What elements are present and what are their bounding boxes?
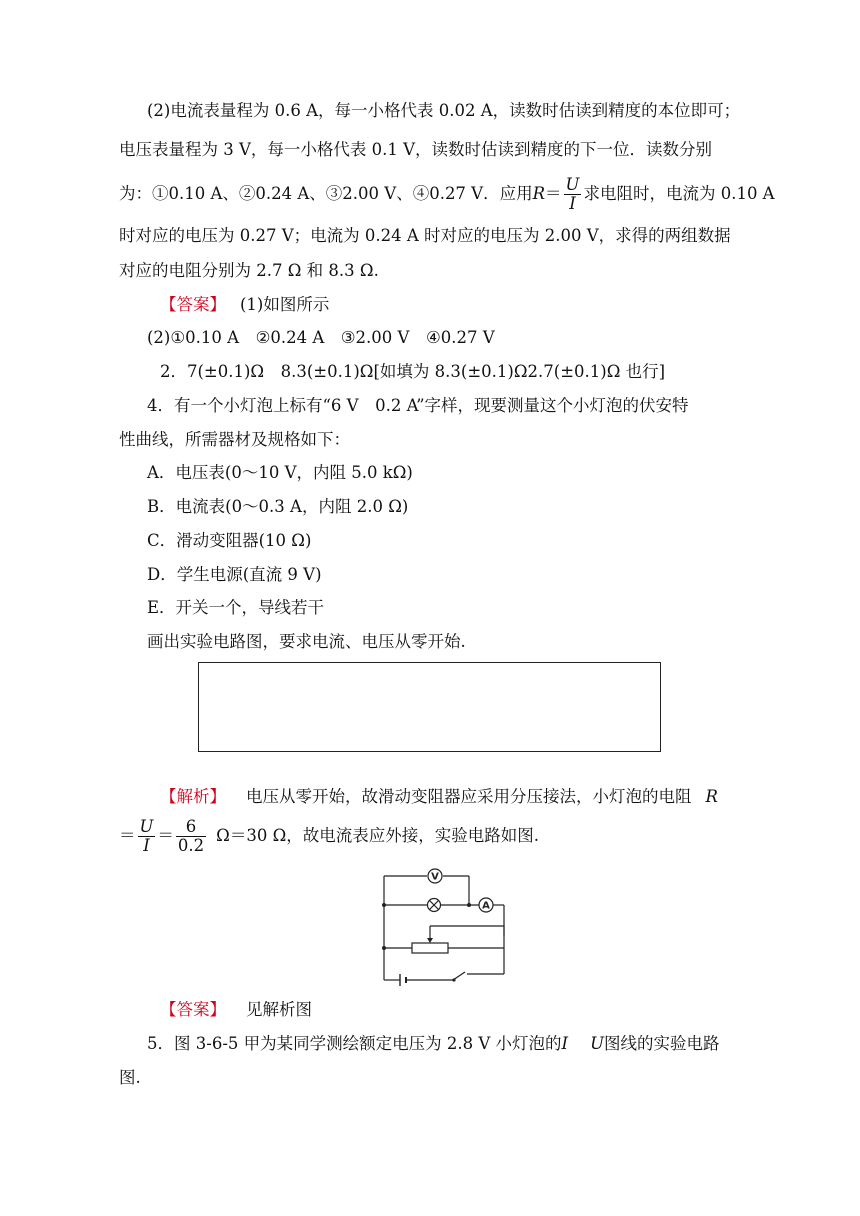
ammeter-label: A (482, 900, 490, 912)
equals-sign-3: ＝ (157, 826, 174, 845)
voltmeter-label: V (431, 871, 439, 883)
question-4-line-1: 4．有一个小灯泡上标有“6 V 0.2 A”字样，现要测量这个小灯泡的伏安特 (147, 396, 689, 415)
answer-tag-2: 【答案】 (160, 1000, 226, 1019)
fraction-6: 6 (176, 819, 206, 838)
solution-line-4: 时对应的电压为 0.27 V；电流为 0.24 A 时对应的电压为 2.00 V，求得的两组数据 (119, 226, 731, 245)
answer-tag: 【答案】 (160, 295, 226, 314)
answer-line-2: (2)①0.10 A ②0.24 A ③2.00 V ④0.27 V (147, 328, 495, 347)
solution-line-1: (2)电流表量程为 0.6 A，每一小格代表 0.02 A，读数时估读到精度的本位即可； (147, 101, 741, 120)
fraction-denominator: I (569, 194, 576, 213)
equipment-b: B．电流表(0～0.3 A，内阻 2.0 Ω) (147, 497, 409, 516)
fraction-u-over-i (138, 816, 156, 855)
fraction-6-over-0.2 (176, 816, 206, 855)
resistance-symbol-2: R (705, 787, 718, 806)
equipment-c: C．滑动变阻器(10 Ω) (147, 531, 312, 550)
voltage-symbol: U (590, 1034, 604, 1053)
solution-line-3 (119, 172, 775, 216)
equipment-d: D．学生电源(直流 9 V) (147, 565, 322, 584)
switch-pivot (452, 978, 455, 981)
analysis-line-2 (119, 814, 539, 858)
question-5-line-1 (147, 1033, 719, 1055)
equipment-a: A．电压表(0～10 V，内阻 5.0 kΩ) (147, 463, 413, 482)
rheostat (412, 943, 448, 953)
junction-dot-3 (382, 946, 386, 950)
equipment-e: E．开关一个，导线若干 (147, 598, 325, 617)
fraction-numerator: U (565, 174, 580, 194)
slider-arrow (427, 938, 433, 943)
question-4-task: 画出实验电路图，要求电流、电压从零开始. (147, 632, 466, 651)
analysis-text-1: 电压从零开始，故滑动变阻器应采用分压接法，小灯泡的电阻 (246, 787, 692, 806)
analysis-tag: 【解析】 (160, 787, 226, 806)
question-5-text: 5．图 3-6-5 甲为某同学测绘额定电压为 2.8 V 小灯泡的 (147, 1034, 562, 1053)
current-symbol: I (561, 1034, 569, 1053)
analysis-line-1 (160, 786, 718, 808)
answer-text-2: 见解析图 (246, 1000, 312, 1019)
circuit-diagram (375, 868, 515, 988)
question-5-line-2: 图. (119, 1068, 141, 1087)
junction-dot-1 (382, 903, 386, 907)
ohm-law-fraction (564, 174, 582, 213)
answer-block-1 (160, 294, 329, 316)
equals-sign: ＝ (545, 184, 562, 203)
resistance-symbol: R (532, 184, 546, 203)
answer-block-2 (160, 999, 312, 1021)
junction-dot-2 (467, 903, 471, 907)
question-4-line-2: 性曲线，所需器材及规格如下： (119, 430, 350, 449)
fraction-0.2: 0.2 (177, 836, 205, 855)
equals-sign-2: ＝ (119, 826, 136, 845)
fraction-u: U (139, 816, 154, 836)
answer-line-3: 2．7(±0.1)Ω 8.3(±0.1)Ω[如填为 8.3(±0.1)Ω2.7(±0.1)Ω 也行] (160, 362, 666, 381)
solution-line-3-text: 为：①0.10 A、②0.24 A、③2.00 V、④0.27 V．应用 (119, 184, 533, 203)
solution-line-3-tail: 求电阻时，电流为 0.10 A (583, 184, 775, 203)
solution-line-5: 对应的电阻分别为 2.7 Ω 和 8.3 Ω. (119, 261, 379, 280)
fraction-i: I (143, 836, 150, 855)
analysis-text-2: Ω＝30 Ω，故电流表应外接，实验电路如图. (216, 826, 540, 845)
solution-line-2: 电压表量程为 3 V，每一小格代表 0.1 V，读数时估读到精度的下一位．读数分别 (119, 140, 713, 159)
answer-box[interactable] (198, 662, 661, 752)
answer-text-1: (1)如图所示 (240, 295, 330, 314)
question-5-text-tail: 图线的实验电路 (603, 1034, 720, 1053)
